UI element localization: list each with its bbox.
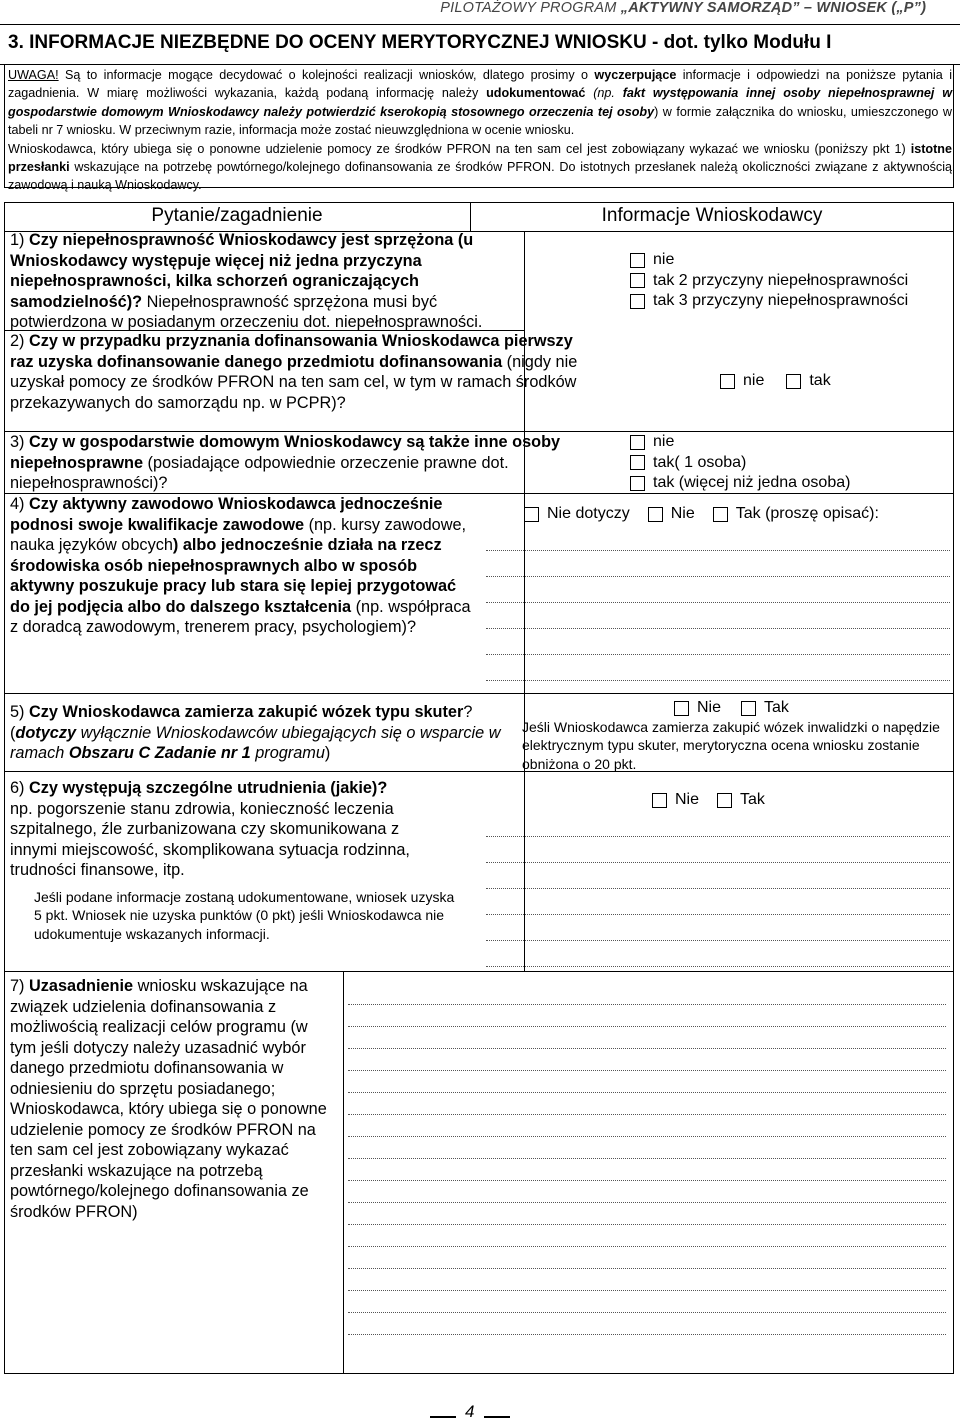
q3-option-nie[interactable]: nie [630,432,850,453]
checkbox[interactable] [717,793,732,808]
checkbox[interactable] [720,374,735,389]
q6-answer-line[interactable] [486,966,950,967]
q6-answer-line[interactable] [486,888,950,889]
checkbox[interactable] [674,701,689,716]
checkbox[interactable] [630,273,645,288]
question-6: 6) Czy występują szczególne utrudnienia (jakie)? np. pogorszenie stanu zdrowia, konieczność leczenia szpitalnego, źle zurbanizowana czy skomunikowana z innymi miejscowość, skomplikowana sytuacja rodzinna, trudności finansowe, itp. [10,779,410,879]
col-divider [343,971,344,1373]
checkbox[interactable] [630,294,645,309]
q4-answer-line[interactable] [486,680,950,681]
q4-answer-line[interactable] [486,628,950,629]
q7-answer-line[interactable] [348,1048,946,1049]
question-7: 7) Uzasadnienie wniosku wskazujące na związek udzielenia dofinansowania z możliwością realizacji celów programu (w tym jeśli dotyczy należy uzasadnić wybór danego przedmiotu dofinansowania w odniesieniu do sprzętu posiadanego; Wnioskodawca, który ubiega się o ponowne udzielenie pomocy ze środków PFRON na ten sam cel jest zobowiązany wykazać przesłanki wskazujące na potrzebą powtórnego/kolejnego dofinansowania ze środków PFRON) [10,977,327,1221]
q6-option-tak[interactable]: Tak [717,790,765,811]
checkbox[interactable] [713,507,728,522]
question-3: 3) Czy w gospodarstwie domowym Wnioskodawcy są także inne osoby niepełnosprawne (posiadające odpowiednie orzeczenie prawne dot. niepełnosprawności)? [10,433,561,492]
q2-option-nie[interactable]: nie [720,371,764,392]
q6-answer-line[interactable] [486,836,950,837]
q4-option-nie-dotyczy[interactable]: Nie dotyczy [524,504,630,525]
checkbox[interactable] [630,253,645,268]
checkbox[interactable] [786,374,801,389]
checkbox[interactable] [648,507,663,522]
q7-answer-line[interactable] [348,1334,946,1335]
q1-option-tak3[interactable]: tak 3 przyczyny niepełnosprawności [630,291,908,312]
page-header [0,0,960,16]
q7-answer-line[interactable] [348,1026,946,1027]
section-title: 3. INFORMACJE NIEZBĘDNE DO OCENY MERYTORYCZNEJ WNIOSKU - dot. tylko Modułu I [8,32,832,53]
q4-answer-line[interactable] [486,576,950,577]
q5-option-tak[interactable]: Tak [741,698,789,719]
checkbox[interactable] [741,701,756,716]
q6-answer-line[interactable] [486,940,950,941]
q4-answer-line[interactable] [486,654,950,655]
checkbox[interactable] [652,793,667,808]
q4-answer-line[interactable] [486,550,950,551]
question-1: 1) Czy niepełnosprawność Wnioskodawcy jest sprzężona (u Wnioskodawcy występuje więcej niż jedna przyczyna niepełnosprawności, kilka schorzeń ograniczających samodzielność)? Niepełnosprawność sprzężona musi być potwierdzona w posiadanym orzeczeniu dot. niepełnosprawności. [10,231,483,331]
q7-answer-line[interactable] [348,1114,946,1115]
q2-options [720,371,831,392]
q2-option-tak[interactable]: tak [786,371,830,392]
row-divider [5,971,953,972]
q1-option-nie[interactable]: nie [630,250,908,271]
header-program: „AKTYWNY SAMORZĄD” – WNIOSEK („P”) [620,0,927,16]
q3-options [630,432,850,494]
q5-options [674,698,789,719]
q6-answer-line[interactable] [486,914,950,915]
q4-options [524,504,879,525]
page-number-dash-left [430,1416,456,1418]
page-number-dash-right [484,1416,510,1418]
q6-answer-line[interactable] [486,862,950,863]
page-number: 4 [465,1402,475,1421]
q7-answer-line[interactable] [348,1004,946,1005]
checkbox[interactable] [524,507,539,522]
q3-option-tak1[interactable]: tak( 1 osoba) [630,453,850,474]
checkbox[interactable] [630,435,645,450]
question-5: 5) Czy Wnioskodawca zamierza zakupić wózek typu skuter? (dotyczy wyłącznie Wnioskodawców ubiegających się o wsparcie w ramach Obszaru C Zadanie nr 1 programu) [10,703,501,762]
header-rule [0,24,960,25]
col-header-question: Pytanie/zagadnienie [151,205,323,226]
q5-option-nie[interactable]: Nie [674,698,721,719]
q4-option-nie[interactable]: Nie [648,504,695,525]
q4-answer-line[interactable] [486,602,950,603]
q6-option-nie[interactable]: Nie [652,790,699,811]
q6-note: Jeśli podane informacje zostaną udokumentowane, wniosek uzyska 5 pkt. Wniosek nie uzyska punktów (0 pkt) jeśli Wnioskodawca nie udokumentuje wskazanych informacji. [34,889,455,942]
header-prefix: PILOTAŻOWY PROGRAM [440,0,621,16]
q7-answer-line[interactable] [348,1202,946,1203]
uwaga-label: UWAGA! [8,68,59,82]
intro-text: UWAGA! Są to informacje mogące decydować o kolejności realizacji wniosków, dlatego prosimy o wyczerpujące informacje i odpowiedzi na poniższe pytania i zagadnienia. W miarę możliwości wykazania, każdą podaną informację należy udokumentować (np. fakt występowania innej osoby niepełnosprawnej w gospodarstwie domowym Wnioskodawcy należy potwierdzić kserokopią stosownego orzeczenia tej osoby) w formie załącznika do wniosku, umieszczonego w tabeli nr 7 wniosku. W przeciwnym razie, informacja może zostać nieuwzględniona w ocenie wniosku. Wnioskodawca, który ubiega się o ponowne udzielenie pomocy ze środków PFRON na ten sam cel jest zobowiązany wykazać we wniosku (poniższy pkt 1) istotne przesłanki wskazujące na potrzebę powtórnego/kolejnego dofinansowania ze środków PFRON. Do istotnych przesłanek należą okoliczności związane z aktywnością zawodową i nauką Wnioskodawcy. [8,68,952,193]
checkbox[interactable] [630,476,645,491]
q7-answer-line[interactable] [348,1158,946,1159]
col-header-info: Informacje Wnioskodawcy [601,205,823,226]
checkbox[interactable] [630,455,645,470]
row-divider [5,693,953,694]
q7-answer-line[interactable] [348,1136,946,1137]
q7-answer-line[interactable] [348,1180,946,1181]
q7-answer-line[interactable] [348,1070,946,1071]
q7-answer-line[interactable] [348,1224,946,1225]
q1-option-tak2[interactable]: tak 2 przyczyny niepełnosprawności [630,271,908,292]
q6-options [652,790,765,811]
q1-options [630,250,908,312]
q4-option-tak[interactable]: Tak (proszę opisać): [713,504,879,525]
q7-answer-line[interactable] [348,1092,946,1093]
q7-answer-line[interactable] [348,1312,946,1313]
q5-note: Jeśli Wnioskodawca zamierza zakupić wózek inwalidzki o napędzie elektrycznym typu skuter, merytoryczna ocena wniosku zostanie obniżona o 20 pkt. [522,719,940,772]
q3-option-tak-more[interactable]: tak (więcej niż jedna osoba) [630,473,850,494]
q7-answer-line[interactable] [348,1268,946,1269]
q7-answer-line[interactable] [348,1246,946,1247]
question-2: 2) Czy w przypadku przyznania dofinansowania Wnioskodawca pierwszy raz uzyska dofinansowanie danego przedmiotu dofinansowania (nigdy nie uzyskał pomocy ze środków PFRON na ten sam cel, w tym w ramach środków przekazywanych do samorządu np. w PCPR)? [10,332,578,412]
question-4: 4) Czy aktywny zawodowo Wnioskodawca jednocześnie podnosi swoje kwalifikacje zawodowe (np. kursy zawodowe, nauka języków obcych) albo jednocześnie działa na rzecz środowiska osób niepełnosprawnych albo w sposób aktywny poszukuje pracy lub stara się lepiej przygotować do jej podjęcia albo do dalszego kształcenia (np. współpraca z doradcą zawodowym, trenerem pracy, psychologiem)? [10,495,471,636]
q7-answer-line[interactable] [348,1290,946,1291]
